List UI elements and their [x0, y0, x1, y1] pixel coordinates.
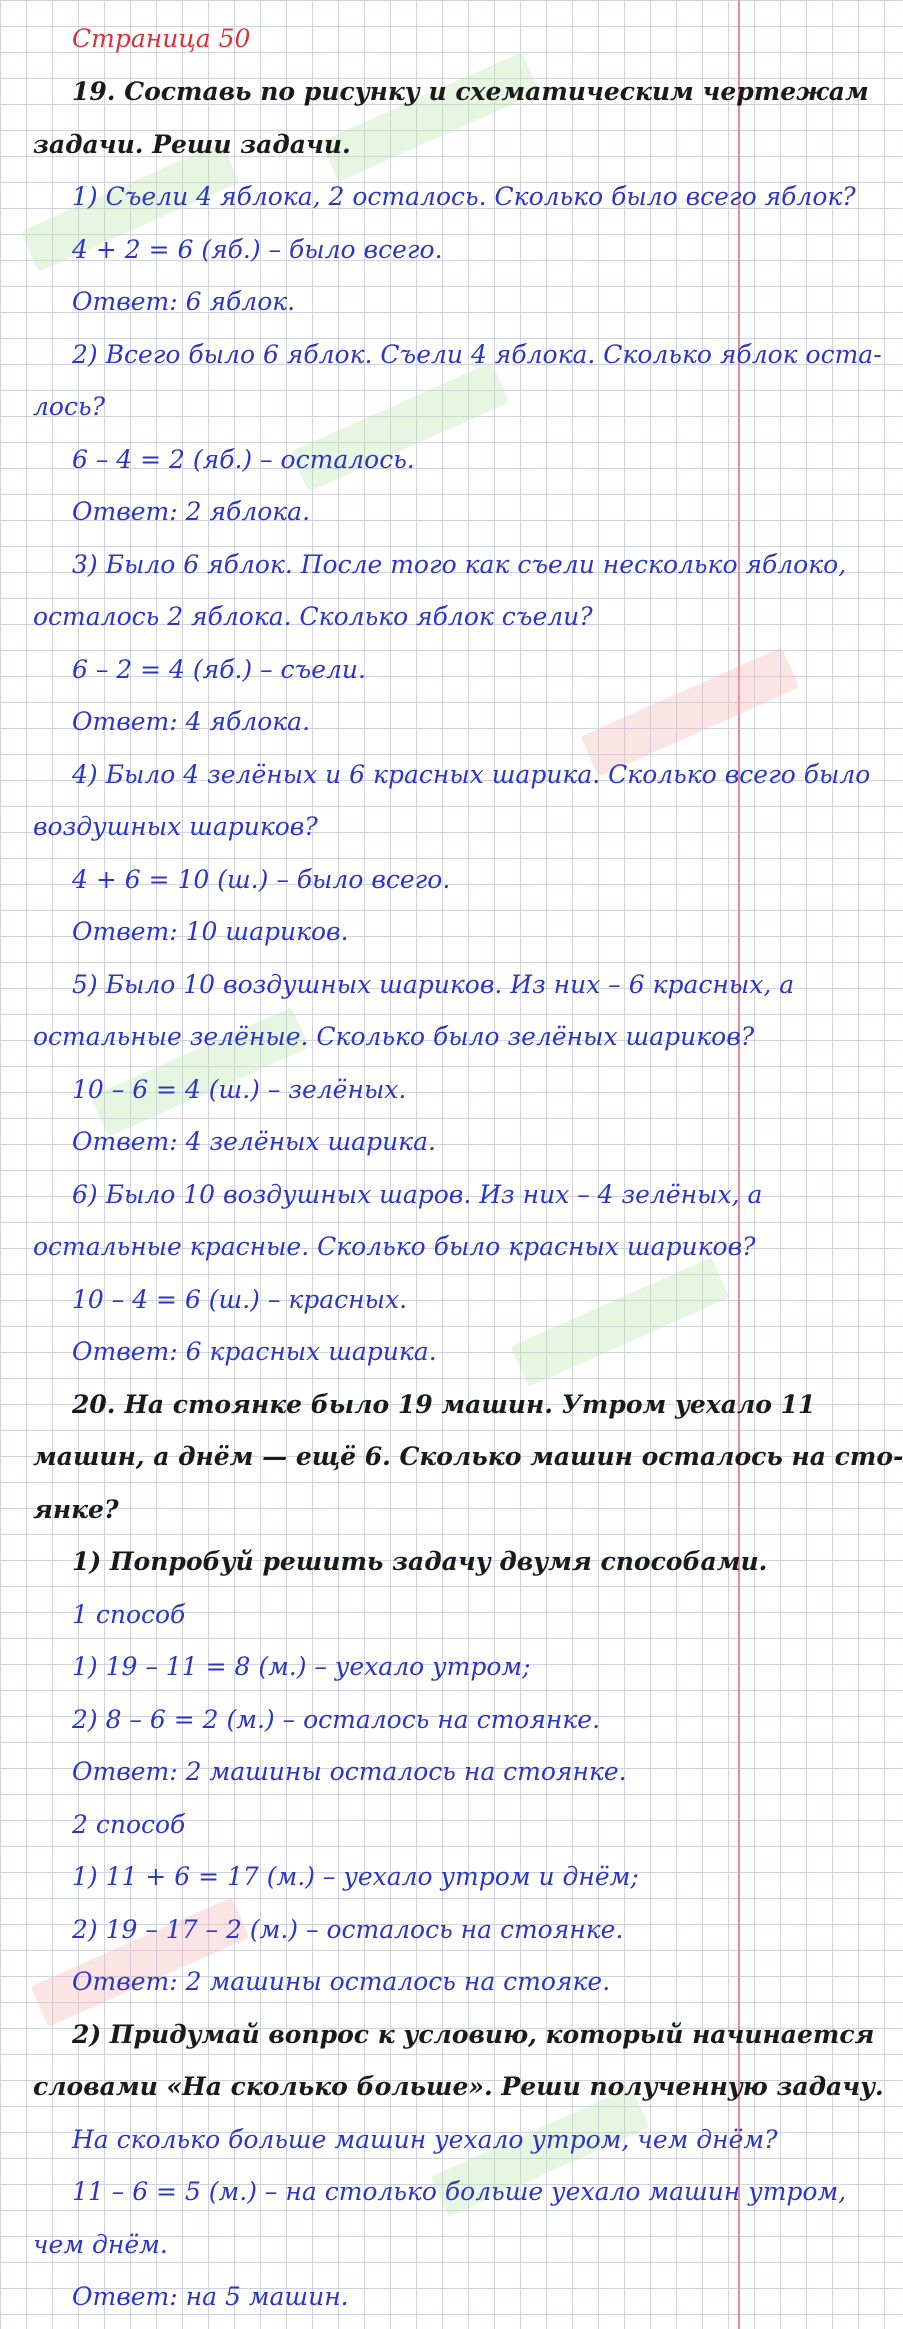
- task19-item5-question-cont: остальные зелёные. Сколько было зелёных шариков?: [33, 1022, 755, 1051]
- task19-item6-question: 6) Было 10 воздушных шаров. Из них – 4 зелёных, а: [72, 1180, 763, 1209]
- task19-title-line2: задачи. Реши задачи.: [33, 130, 351, 159]
- task20-question: На сколько больше машин уехало утром, чем днём?: [72, 2125, 778, 2154]
- task19-item3-solution: 6 – 2 = 4 (яб.) – съели.: [72, 655, 366, 684]
- task20-method1-answer: Ответ: 2 машины осталось на стоянке.: [72, 1757, 627, 1786]
- task19-item5-answer: Ответ: 4 зелёных шарика.: [72, 1127, 436, 1156]
- task19-item1-answer: Ответ: 6 яблок.: [72, 287, 296, 316]
- task19-item2-question: 2) Всего было 6 яблок. Съели 4 яблока. Сколько яблок оста-: [72, 340, 882, 369]
- task20-method1-step1: 1) 19 – 11 = 8 (м.) – уехало утром;: [72, 1652, 531, 1681]
- task19-item5-solution: 10 – 6 = 4 (ш.) – зелёных.: [72, 1075, 407, 1104]
- task20-answer: Ответ: на 5 машин.: [72, 2282, 349, 2311]
- task19-item2-question-cont: лось?: [33, 392, 105, 421]
- task19-item2-solution: 6 – 4 = 2 (яб.) – осталось.: [72, 445, 415, 474]
- task19-item4-solution: 4 + 6 = 10 (ш.) – было всего.: [72, 865, 451, 894]
- task20-method2-step1: 1) 11 + 6 = 17 (м.) – уехало утром и днём;: [72, 1862, 639, 1891]
- task19-item2-answer: Ответ: 2 яблока.: [72, 497, 311, 526]
- task19-item4-question: 4) Было 4 зелёных и 6 красных шарика. Сколько всего было: [72, 760, 871, 789]
- task20-title-line1: 20. На стоянке было 19 машин. Утром уехало 11: [72, 1390, 816, 1419]
- task19-item4-question-cont: воздушных шариков?: [33, 812, 318, 841]
- task19-item6-solution: 10 – 4 = 6 (ш.) – красных.: [72, 1285, 408, 1314]
- task19-title-line1: 19. Составь по рисунку и схематическим чертежам: [72, 77, 869, 106]
- task19-item6-answer: Ответ: 6 красных шарика.: [72, 1337, 437, 1366]
- task20-method2-label: 2 способ: [72, 1810, 186, 1839]
- task19-item3-question-cont: осталось 2 яблока. Сколько яблок съели?: [33, 602, 593, 631]
- task20-method2-answer: Ответ: 2 машины осталось на стояке.: [72, 1967, 611, 1996]
- task20-title-line2: машин, а днём — ещё 6. Сколько машин осталось на сто-: [33, 1442, 903, 1471]
- task20-method1-step2: 2) 8 – 6 = 2 (м.) – осталось на стоянке.: [72, 1705, 601, 1734]
- task20-method1-label: 1 способ: [72, 1600, 186, 1629]
- task19-item3-answer: Ответ: 4 яблока.: [72, 707, 311, 736]
- task19-item6-question-cont: остальные красные. Сколько было красных шариков?: [33, 1232, 756, 1261]
- task20-part2-line2: словами «На сколько больше». Реши полученную задачу.: [33, 2072, 884, 2101]
- task19-item3-question: 3) Было 6 яблок. После того как съели несколько яблоко,: [72, 550, 847, 579]
- task20-title-line3: янке?: [33, 1495, 119, 1524]
- task20-part2-line1: 2) Придумай вопрос к условию, который начинается: [72, 2020, 875, 2049]
- task19-item5-question: 5) Было 10 воздушных шариков. Из них – 6 красных, а: [72, 970, 795, 999]
- task19-item1-question: 1) Съели 4 яблока, 2 осталось. Сколько было всего яблок?: [72, 182, 856, 211]
- task19-item4-answer: Ответ: 10 шариков.: [72, 917, 349, 946]
- task19-item1-solution: 4 + 2 = 6 (яб.) – было всего.: [72, 235, 443, 264]
- task20-solution-line1: 11 – 6 = 5 (м.) – на столько больше уехало машин утром,: [72, 2177, 847, 2206]
- task20-solution-line2: чем днём.: [33, 2230, 168, 2259]
- task20-part1-title: 1) Попробуй решить задачу двумя способами.: [72, 1547, 768, 1576]
- page-title: Страница 50: [72, 24, 251, 53]
- watermark: [321, 52, 540, 182]
- task20-method2-step2: 2) 19 – 17 – 2 (м.) – осталось на стоянке.: [72, 1915, 624, 1944]
